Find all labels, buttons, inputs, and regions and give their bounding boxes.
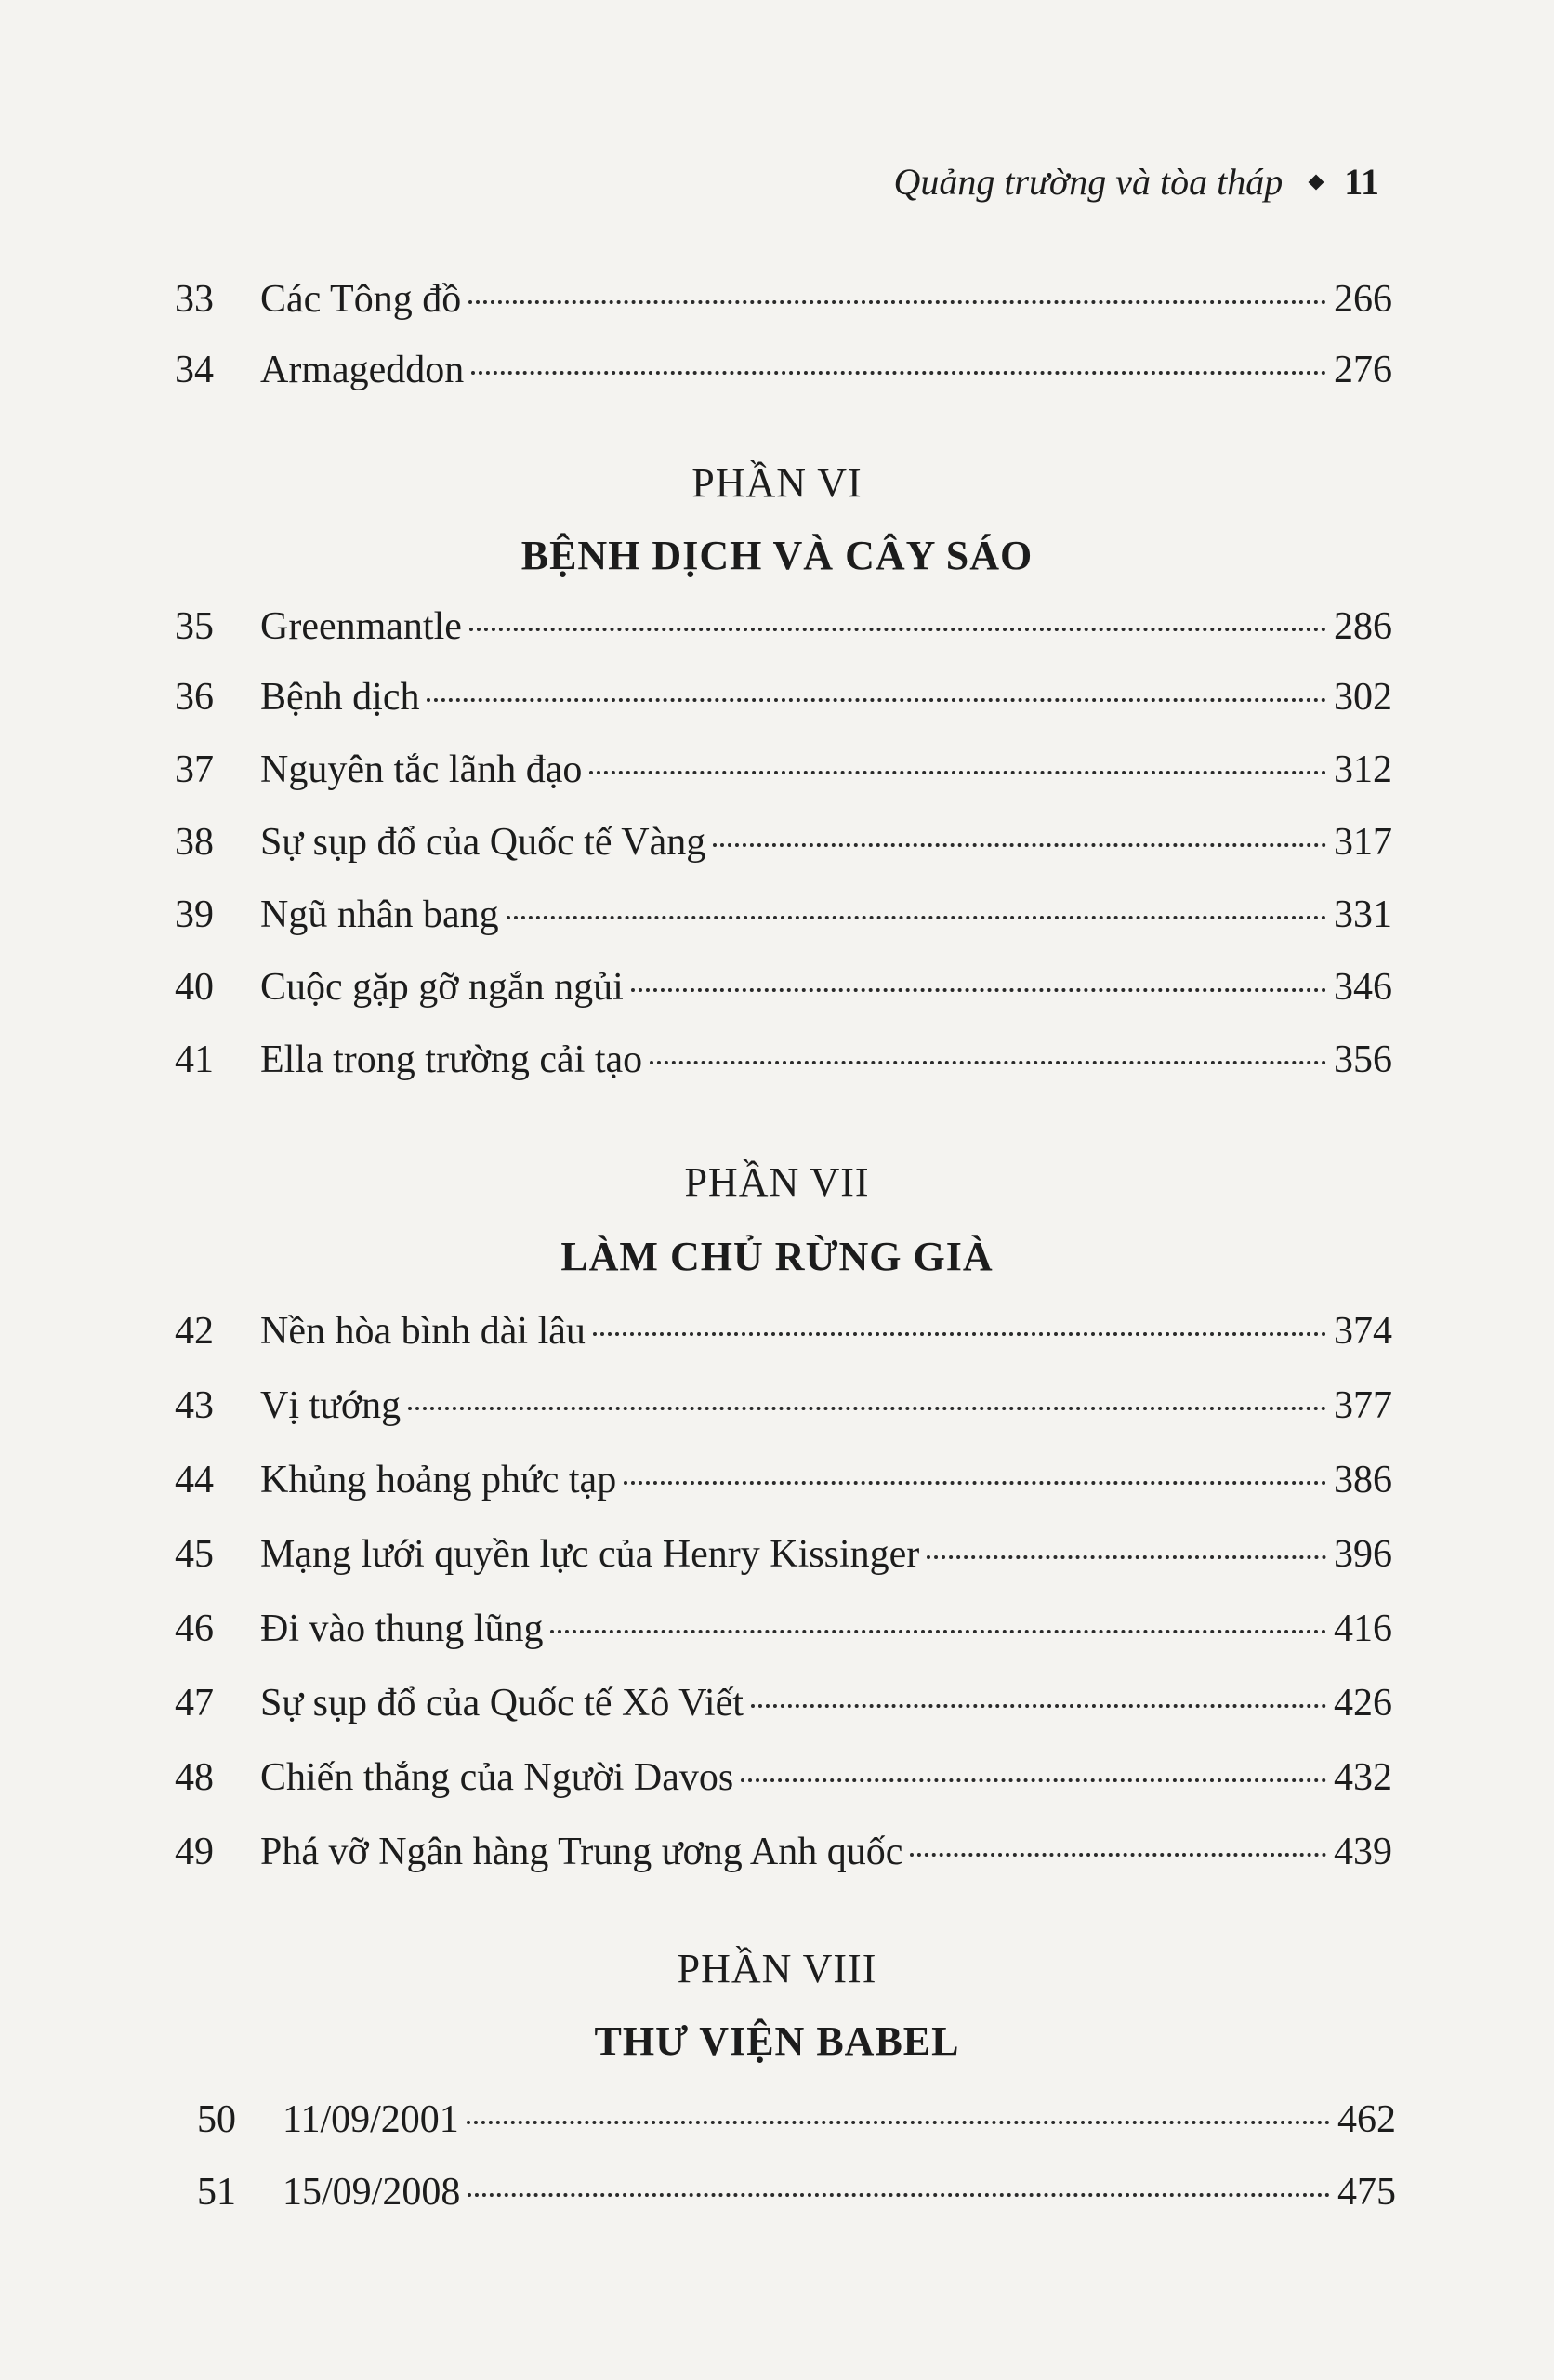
dot-leader (650, 1061, 1326, 1064)
chapter-page: 426 (1334, 1682, 1392, 1725)
dot-leader (468, 300, 1326, 304)
chapter-title: Ngũ nhân bang (260, 893, 499, 936)
toc-entry (175, 604, 1392, 660)
toc-entry (175, 675, 1392, 731)
chapter-page: 317 (1334, 821, 1392, 864)
chapter-title: Armageddon (260, 349, 465, 391)
toc-entry (175, 1532, 1392, 1588)
toc-entry (175, 277, 1392, 333)
toc-entry (175, 747, 1392, 803)
chapter-number: 47 (175, 1682, 214, 1725)
toc-entry (175, 348, 1392, 403)
chapter-number: 45 (175, 1533, 214, 1576)
diamond-bullet-icon (1309, 174, 1324, 190)
chapter-number: 43 (175, 1384, 214, 1427)
chapter-page: 331 (1334, 893, 1392, 936)
chapter-page: 266 (1334, 278, 1392, 321)
chapter-page: 286 (1334, 605, 1392, 648)
dot-leader (408, 1407, 1326, 1410)
chapter-title: Đi vào thung lũng (260, 1607, 544, 1650)
chapter-number: 46 (175, 1607, 214, 1650)
toc-entry (175, 820, 1392, 876)
chapter-number: 44 (175, 1459, 214, 1501)
running-title: Quảng trường và tòa tháp (893, 161, 1284, 203)
chapter-page: 416 (1334, 1607, 1392, 1650)
chapter-title: Phá vỡ Ngân hàng Trung ương Anh quốc (260, 1831, 903, 1873)
dot-leader (713, 843, 1326, 847)
chapter-page: 462 (1337, 2098, 1396, 2141)
chapter-page: 346 (1334, 966, 1392, 1009)
toc-entry (175, 1309, 1392, 1365)
chapter-title: Cuộc gặp gỡ ngắn ngủi (260, 966, 624, 1009)
page-number: 11 (1344, 161, 1379, 203)
dot-leader (741, 1778, 1326, 1782)
toc-entry (175, 1606, 1392, 1662)
dot-leader (593, 1332, 1326, 1336)
dot-leader (471, 371, 1326, 375)
chapter-number: 49 (175, 1831, 214, 1873)
chapter-title: 15/09/2008 (283, 2171, 461, 2214)
chapter-number: 34 (175, 349, 214, 391)
chapter-title: Ella trong trường cải tạo (260, 1038, 643, 1081)
chapter-page: 312 (1334, 748, 1392, 791)
toc-entry (175, 1830, 1392, 1885)
dot-leader (910, 1853, 1326, 1857)
chapter-page: 439 (1334, 1831, 1392, 1873)
toc-entry (175, 965, 1392, 1021)
chapter-number: 33 (175, 278, 214, 321)
part-label: PHẦN VIII (677, 1946, 877, 1991)
chapter-page: 374 (1334, 1310, 1392, 1353)
chapter-page: 386 (1334, 1459, 1392, 1501)
chapter-title: Chiến thắng của Người Davos (260, 1756, 734, 1799)
toc-entry (175, 1038, 1392, 1093)
chapter-number: 36 (175, 676, 214, 719)
chapter-number: 39 (175, 893, 214, 936)
chapter-page: 396 (1334, 1533, 1392, 1576)
running-head (893, 160, 1379, 204)
chapter-number: 40 (175, 966, 214, 1009)
dot-leader (507, 916, 1326, 919)
chapter-page: 475 (1337, 2171, 1396, 2214)
part-title: LÀM CHỦ RỪNG GIÀ (560, 1234, 994, 1279)
toc-entry (197, 2097, 1396, 2153)
dot-leader (469, 628, 1326, 631)
chapter-title: Nguyên tắc lãnh đạo (260, 748, 583, 791)
chapter-number: 42 (175, 1310, 214, 1353)
chapter-title: Greenmantle (260, 605, 462, 648)
toc-entry (175, 1383, 1392, 1439)
part-title: THƯ VIỆN BABEL (594, 2018, 960, 2064)
chapter-page: 432 (1334, 1756, 1392, 1799)
chapter-title: 11/09/2001 (283, 2098, 459, 2141)
dot-leader (927, 1555, 1326, 1559)
toc-entry (175, 892, 1392, 948)
dot-leader (631, 988, 1326, 992)
dot-leader (468, 2193, 1330, 2197)
part-label: PHẦN VI (691, 460, 863, 506)
chapter-page: 302 (1334, 676, 1392, 719)
toc-entry (175, 1681, 1392, 1737)
chapter-title: Sự sụp đổ của Quốc tế Xô Viết (260, 1682, 744, 1725)
dot-leader (427, 698, 1326, 702)
chapter-number: 48 (175, 1756, 214, 1799)
chapter-number: 38 (175, 821, 214, 864)
chapter-page: 377 (1334, 1384, 1392, 1427)
chapter-number: 51 (197, 2171, 236, 2214)
toc-entry (197, 2170, 1396, 2226)
dot-leader (624, 1481, 1326, 1485)
dot-leader (751, 1704, 1326, 1708)
chapter-page: 276 (1334, 349, 1392, 391)
chapter-title: Khủng hoảng phức tạp (260, 1459, 617, 1501)
part-title: BỆNH DỊCH VÀ CÂY SÁO (520, 533, 1034, 578)
chapter-number: 35 (175, 605, 214, 648)
dot-leader (467, 2121, 1330, 2124)
chapter-title: Các Tông đồ (260, 278, 462, 321)
chapter-number: 41 (175, 1038, 214, 1081)
dot-leader (589, 771, 1326, 774)
dot-leader (550, 1630, 1326, 1633)
toc-entry (175, 1755, 1392, 1811)
chapter-title: Nền hòa bình dài lâu (260, 1310, 586, 1353)
chapter-title: Sự sụp đổ của Quốc tế Vàng (260, 821, 706, 864)
chapter-page: 356 (1334, 1038, 1392, 1081)
chapter-title: Vị tướng (260, 1384, 402, 1427)
chapter-number: 50 (197, 2098, 236, 2141)
toc-entry (175, 1458, 1392, 1514)
part-label: PHẦN VII (684, 1159, 870, 1205)
chapter-number: 37 (175, 748, 214, 791)
chapter-title: Bệnh dịch (260, 676, 420, 719)
chapter-title: Mạng lưới quyền lực của Henry Kissinger (260, 1533, 920, 1576)
